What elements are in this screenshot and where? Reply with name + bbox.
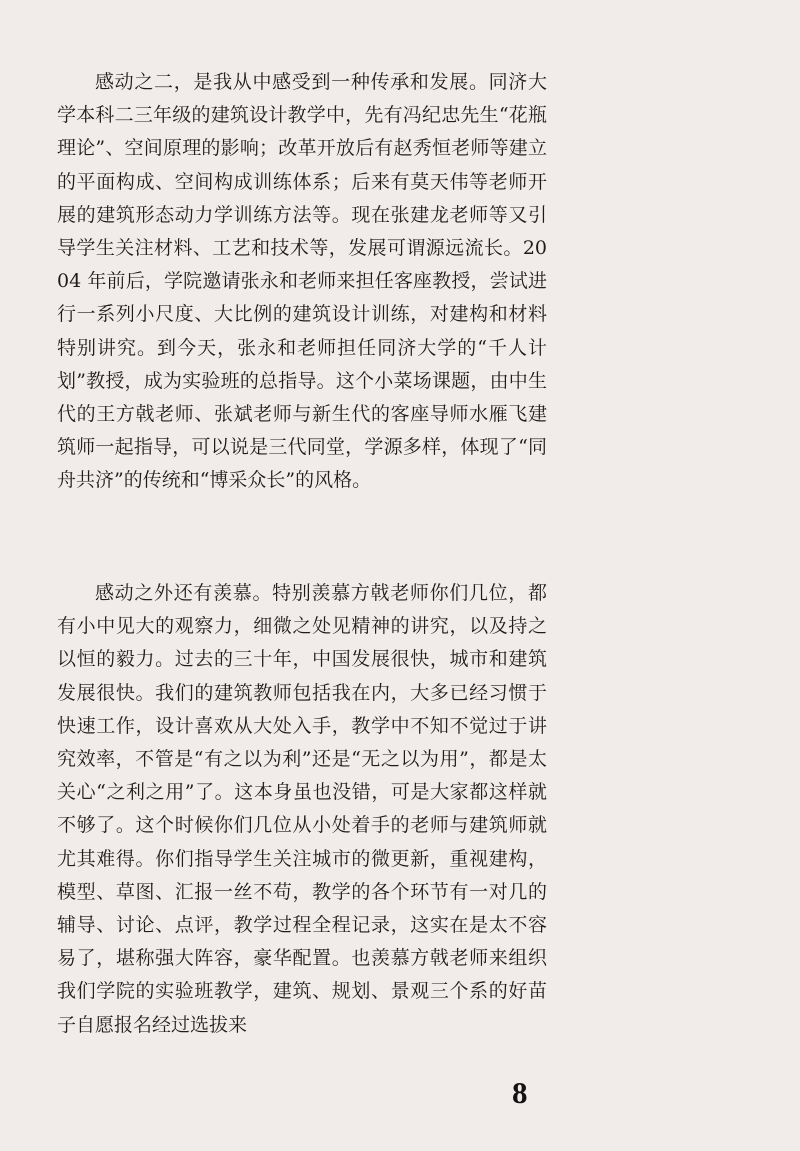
body-paragraph-1: 感动之二，是我从中感受到一种传承和发展。同济大学本科二三年级的建筑设计教学中，先有冯纪忠先生“花瓶理论”、空间原理的影响；改革开放后有赵秀恒老师等建立的平面构成、空间构成训练体系；后来有莫天伟等老师开展的建筑形态动力学训练方法等。现在张建龙老师等又引导学生关注材料、工艺和技术等，发展可谓源远流长。2004 年前后，学院邀请张永和老师来担任客座教授，尝试进行一系列小尺度、大比例的建筑设计训练，对建构和材料特别讲究。到今天，张永和老师担任同济大学的“千人计划”教授，成为实验班的总指导。这个小菜场课题，由中生代的王方戟老师、张斌老师与新生代的客座导师水雁飞建筑师一起指导，可以说是三代同堂，学源多样，体现了“同舟共济”的传统和“博采众长”的风格。 xyxy=(57,71,547,492)
page-number: 8 xyxy=(512,1075,528,1110)
body-paragraph-2: 感动之外还有羡慕。特别羡慕方戟老师你们几位，都有小中见大的观察力，细微之处见精神的讲究，以及持之以恒的毅力。过去的三十年，中国发展很快，城市和建筑发展很快。我们的建筑教师包括我在内，大多已经习惯于快速工作，设计喜欢从大处入手，教学中不知不觉过于讲究效率，不管是“有之以为利”还是“无之以为用”，都是太关心“之利之用”了。这本身虽也没错，可是大家都这样就不够了。这个时候你们几位从小处着手的老师与建筑师就尤其难得。你们指导学生关注城市的微更新，重视建构，模型、草图、汇报一丝不苟，教学的各个环节有一对几的辅导、讨论、点评，教学过程全程记录，这实在是太不容易了，堪称强大阵容，豪华配置。也羡慕方戟老师来组织我们学院的实验班教学，建筑、规划、景观三个系的好苗子自愿报名经过选拔来 xyxy=(57,582,547,1036)
